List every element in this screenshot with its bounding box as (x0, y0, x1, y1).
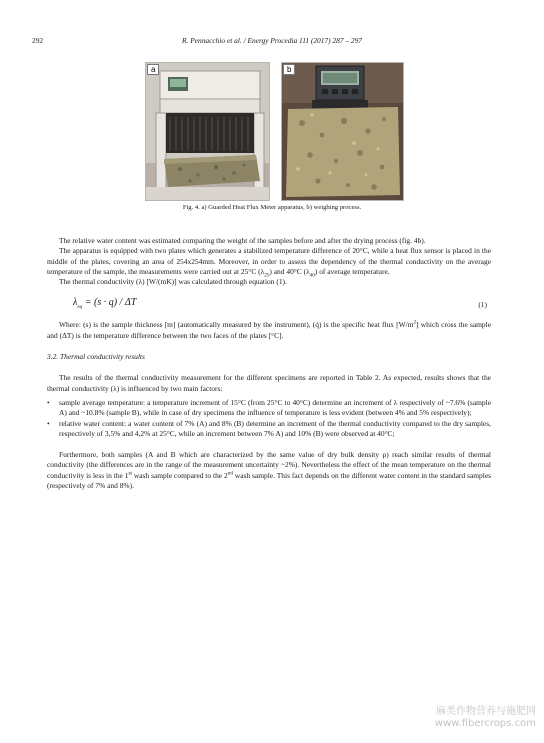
watermark-line-1: 麻类作物营养与施肥网 (436, 706, 536, 717)
panel-a-label: a (147, 64, 159, 75)
list-item (47, 419, 491, 440)
article-body (47, 236, 491, 491)
page-number: 292 (32, 36, 44, 45)
paragraph-4-end: ] which cross the sample and (ΔT) is the temperature difference between the two faces of the plates [°C]. (47, 320, 492, 340)
paragraph-1: The relative water content was estimated comparing the weight of the samples before and after the drying process (fig. 4b). (59, 236, 426, 245)
panel-b-label: b (283, 64, 295, 75)
factor-list (47, 398, 491, 439)
equation-body: = (s · q) / ΔT (82, 297, 137, 309)
heat-flux-meter-illustration (146, 63, 269, 200)
figure-panel-b-photo (281, 62, 404, 201)
figure-panel-a-photo (145, 62, 270, 201)
figure-caption: Fig. 4. a) Guarded Heat Flux Meter apparatus, b) weighing process. (182, 204, 362, 211)
paragraph-6-middle: wash sample compared to the 2 (131, 470, 228, 480)
weighing-process-illustration (282, 63, 403, 200)
section-heading: 3.2. Thermal conductivity results (47, 352, 145, 362)
running-title: R. Pennacchio et al. / Energy Procedia 111 (2017) 287 – 297 (182, 36, 362, 45)
bullet-marker: • (47, 418, 50, 428)
paragraph-6-end: wash sample. This fact depends on the different water content in the standard samples (respectively of 7% and 8%). (47, 470, 492, 491)
paragraph-5: The results of the thermal conductivity measurement for the different specimens are reported in Table 2. As expected, results shows that the thermal conductivity (λ) is influenced by two main factors: (47, 373, 491, 393)
paragraph-3: The thermal conductivity (λ) [W/(mK)] was calculated through equation (1). (59, 277, 287, 287)
paragraph-2-text: The apparatus is equipped with two plates which generates a stabilized temperature difference of 20°C, while a heat flux sensor is placed in the middle of the plates, covering an area of 254x254mm. Moreover, in order to assess the dependency of the thermal conductivity on the average temperature of the sample, the measurements were carried out at 25°C (λ (47, 246, 491, 276)
equation-1 (47, 292, 491, 320)
equation-formula (73, 297, 137, 311)
list-item-text: sample average temperature: a temperature increment of 15°C (from 25°C to 40°C) determine an increment of λ respectively of ~7.6% (sample A) and ~10.8% (sample B), while in case of dry specimens the influence of temperature is less evident (between 4% and 5% respectively); (59, 397, 491, 418)
equation-number: (1) (478, 300, 487, 310)
lambda-40-subscript: 40 (309, 272, 315, 279)
paragraph-6-start: Furthermore, both samples (A and B which are characterized by the same value of dry bulk density ρ) reach similar results of thermal conductivity (the differences are in the range of the measurement uncertainty ~2%). Nevertheless the effect of the mean temperature on the thermal conductivity is less in the 1 (47, 450, 491, 480)
second-superscript: nd (227, 470, 233, 477)
paragraph-2-end: ) of average temperature. (314, 266, 390, 276)
paragraph-4 (47, 320, 491, 341)
heat-flux-symbol: q̇ (315, 320, 319, 330)
watermark (435, 706, 536, 730)
paragraph-4-start: Where: (s) is the sample thickness [m] (automatically measured by the instrument), ( (59, 320, 316, 330)
bullet-marker: • (47, 397, 50, 407)
square-superscript: 2 (413, 320, 417, 326)
paragraph-4-middle: ) is the specific heat flux [W/m (318, 320, 414, 330)
lambda-25-subscript: 25 (264, 272, 270, 279)
equation-lambda: λ (73, 297, 78, 309)
paragraph-6 (47, 450, 491, 491)
figure-4 (145, 62, 402, 199)
paragraph-2-middle: ) and 40°C (λ (269, 266, 310, 276)
list-item-text: relative water content: a water content of 7% (A) and 8% (B) determine an increment of the thermal conductivity compared to the dry samples, respectively of 3,5% and 4,2% at 25°C, while an increment between 7% A) and 10% (B) were observed at 40°C; (59, 418, 491, 438)
list-item (47, 398, 491, 419)
first-superscript: st (128, 470, 132, 477)
paragraph-2 (47, 246, 491, 277)
equation-subscript: eq (77, 304, 83, 311)
watermark-line-2: www.fibercrops.com (434, 718, 536, 729)
